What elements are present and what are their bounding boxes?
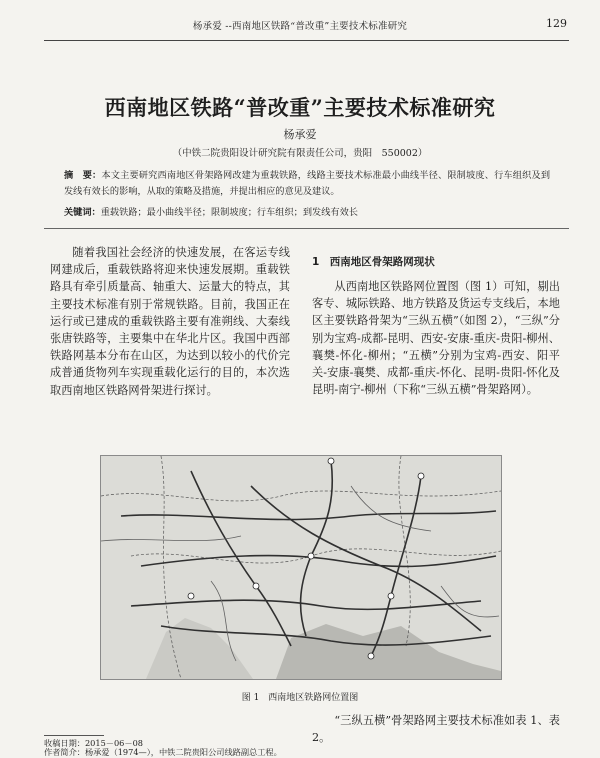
abstract-divider	[44, 228, 569, 229]
city-marker	[368, 653, 374, 659]
figure-caption: 图 1 西南地区铁路网位置图	[241, 693, 359, 703]
section-paragraph: 从西南地区铁路网位置图（图 1）可知，剔出客专、城际铁路、地方铁路及货运专支线后，本地区主要铁路骨架为“三纵五横”（如图 2），“三纵”分别为宝鸡-成都-昆明、西安-安康-重庆-贵阳-柳州、襄樊-怀化-柳州；“五横”分别为宝鸡-西安、阳平关-安康-襄樊、成都-重庆-怀化、昆明-贵阳-怀化及昆明-南宁-柳州（下称“三纵五横”骨架路网）。	[312, 280, 560, 397]
city-marker	[388, 593, 394, 599]
header-divider	[44, 40, 569, 41]
keywords-label: 关键词：	[64, 207, 101, 218]
abstract-text: 本文主要研究西南地区骨架路网改建为重载铁路，线路主要技术标准最小曲线半径、限制坡度、行车组织及到发线有效长的影响，从取的策略及措施，并提出相应的意见及建议。	[64, 170, 551, 197]
author-affiliation: （中铁二院贵阳设计研究院有限责任公司，贵阳 550002）	[172, 148, 428, 159]
city-marker	[253, 583, 259, 589]
city-marker	[308, 553, 314, 559]
running-header: 杨承爱 --西南地区铁路“普改重”主要技术标准研究	[192, 21, 408, 32]
city-marker	[418, 473, 424, 479]
city-marker	[328, 458, 334, 464]
author-bio: 作者简介：杨承爱（1974—），中铁二院贵阳公司线路副总工程。	[44, 747, 282, 757]
intro-paragraph: 随着我国社会经济的快速发展，在客运专线网建成后，重载铁路将迎来快速发展期。重载铁路具有牵引质量高、轴重大、运量大的特点，其主要技术标准有别于常规铁路。目前，我国正在运行或已建成的重载铁路主要有准朔线、大秦线张唐铁路等，主要集中在华北片区。我国中西部铁路网基本分布在山区，为达到以较小的代价完成普通货物列车实现重载化运行的目的，本次选取西南地区铁路网骨架进行探讨。	[50, 246, 290, 397]
section-heading: 1 西南地区骨架路网现状	[312, 256, 435, 268]
footnote-divider	[44, 735, 104, 736]
closing-paragraph: “三纵五横”骨架路网主要技术标准如表 1、表 2。	[312, 714, 560, 745]
author-name: 杨承爱	[283, 128, 317, 141]
map-graphic	[101, 456, 501, 679]
page-number: 129	[546, 17, 567, 30]
keywords	[64, 205, 550, 220]
received-date: 收稿日期：2015－06－08	[44, 738, 143, 748]
abstract	[64, 168, 550, 199]
abstract-label: 摘 要：	[64, 170, 102, 181]
railway-network-map	[100, 455, 502, 680]
city-marker	[188, 593, 194, 599]
keywords-text: 重载铁路；最小曲线半径；限制坡度；行车组织；到发线有效长	[100, 207, 358, 218]
article-title: 西南地区铁路“普改重”主要技术标准研究	[104, 95, 496, 120]
